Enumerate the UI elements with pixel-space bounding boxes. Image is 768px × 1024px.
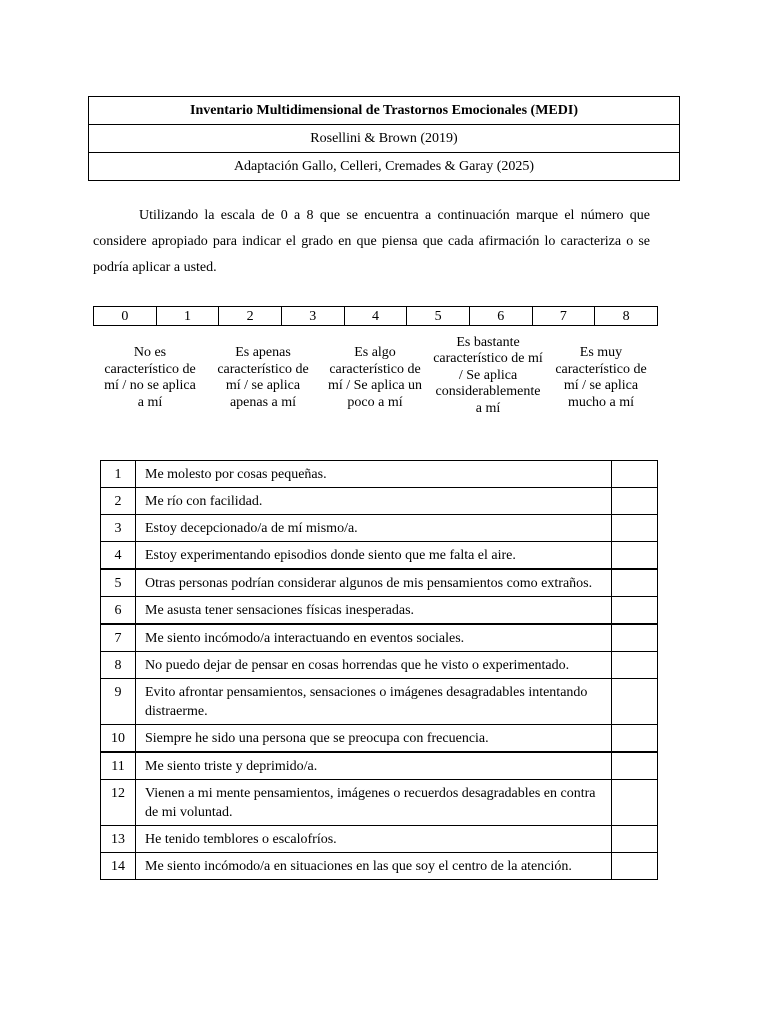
scale-table	[93, 306, 658, 326]
table-row	[101, 569, 658, 597]
scale-anchor-2: Es apenas característico de mí / se aplica apenas a mí	[217, 345, 309, 410]
answer-cell[interactable]	[612, 542, 658, 570]
answer-cell[interactable]	[612, 679, 658, 725]
answer-cell[interactable]	[612, 569, 658, 597]
scale-3: 3	[281, 307, 344, 326]
item-number: 12	[101, 780, 136, 826]
item-text: Vienen a mi mente pensamientos, imágenes o recuerdos desagradables en contra de mi voluntad.	[136, 780, 612, 826]
item-number: 4	[101, 542, 136, 570]
header-table	[88, 96, 680, 181]
table-row	[101, 725, 658, 753]
table-row	[101, 515, 658, 542]
items-table	[100, 460, 658, 880]
scale-anchor-4: Es algo característico de mí / Se aplica un poco a mí	[327, 345, 423, 410]
item-text: Estoy experimentando episodios donde siento que me falta el aire.	[136, 542, 612, 570]
instructions: Utilizando la escala de 0 a 8 que se encuentra a continuación marque el número que considere apropiado para indicar el grado en que piensa que cada afirmación lo caracteriza o se podría aplicar a usted.	[93, 208, 650, 275]
scale-0: 0	[94, 307, 157, 326]
scale-6: 6	[469, 307, 532, 326]
item-number: 8	[101, 652, 136, 679]
item-number: 13	[101, 826, 136, 853]
item-text: Me río con facilidad.	[136, 488, 612, 515]
item-number: 7	[101, 624, 136, 652]
item-text: He tenido temblores o escalofríos.	[136, 826, 612, 853]
item-number: 2	[101, 488, 136, 515]
scale-4: 4	[344, 307, 407, 326]
answer-cell[interactable]	[612, 461, 658, 488]
item-text: Estoy decepcionado/a de mí mismo/a.	[136, 515, 612, 542]
form-title: Inventario Multidimensional de Trastornos Emocionales (MEDI)	[89, 97, 680, 125]
scale-5: 5	[407, 307, 470, 326]
authors: Rosellini & Brown (2019)	[89, 125, 680, 153]
scale-8: 8	[595, 307, 658, 326]
answer-cell[interactable]	[612, 624, 658, 652]
item-number: 6	[101, 597, 136, 625]
table-row	[101, 542, 658, 570]
answer-cell[interactable]	[612, 780, 658, 826]
table-row	[101, 826, 658, 853]
item-number: 5	[101, 569, 136, 597]
answer-cell[interactable]	[612, 488, 658, 515]
answer-cell[interactable]	[612, 515, 658, 542]
table-row	[101, 597, 658, 625]
item-text: Evito afrontar pensamientos, sensaciones o imágenes desagradables intentando distraerme.	[136, 679, 612, 725]
table-row	[101, 853, 658, 880]
scale-2: 2	[219, 307, 282, 326]
item-number: 10	[101, 725, 136, 753]
scale-7: 7	[532, 307, 595, 326]
item-number: 9	[101, 679, 136, 725]
item-number: 14	[101, 853, 136, 880]
answer-cell[interactable]	[612, 826, 658, 853]
item-text: Me siento incómodo/a en situaciones en las que soy el centro de la atención.	[136, 853, 612, 880]
table-row	[101, 780, 658, 826]
item-text: Siempre he sido una persona que se preocupa con frecuencia.	[136, 725, 612, 753]
table-row	[101, 624, 658, 652]
scale-anchor-8: Es muy característico de mí / se aplica mucho a mí	[555, 345, 647, 410]
answer-cell[interactable]	[612, 597, 658, 625]
table-row	[101, 652, 658, 679]
scale-anchor-6: Es bastante característico de mí / Se aplica considerablemente a mí	[433, 334, 543, 416]
item-number: 1	[101, 461, 136, 488]
item-text: Me siento incómodo/a interactuando en eventos sociales.	[136, 624, 612, 652]
scale-1: 1	[156, 307, 219, 326]
item-number: 11	[101, 752, 136, 780]
answer-cell[interactable]	[612, 725, 658, 753]
answer-cell[interactable]	[612, 853, 658, 880]
item-text: No puedo dejar de pensar en cosas horrendas que he visto o experimentado.	[136, 652, 612, 679]
answer-cell[interactable]	[612, 652, 658, 679]
table-row	[101, 461, 658, 488]
item-text: Me asusta tener sensaciones físicas inesperadas.	[136, 597, 612, 625]
adaptation: Adaptación Gallo, Celleri, Cremades & Garay (2025)	[89, 153, 680, 181]
item-text: Otras personas podrían considerar algunos de mis pensamientos como extraños.	[136, 569, 612, 597]
item-number: 3	[101, 515, 136, 542]
table-row	[101, 752, 658, 780]
table-row	[101, 679, 658, 725]
table-row	[101, 488, 658, 515]
item-text: Me siento triste y deprimido/a.	[136, 752, 612, 780]
answer-cell[interactable]	[612, 752, 658, 780]
item-text: Me molesto por cosas pequeñas.	[136, 461, 612, 488]
scale-anchor-0: No es característico de mí / no se aplica a mí	[104, 345, 196, 410]
